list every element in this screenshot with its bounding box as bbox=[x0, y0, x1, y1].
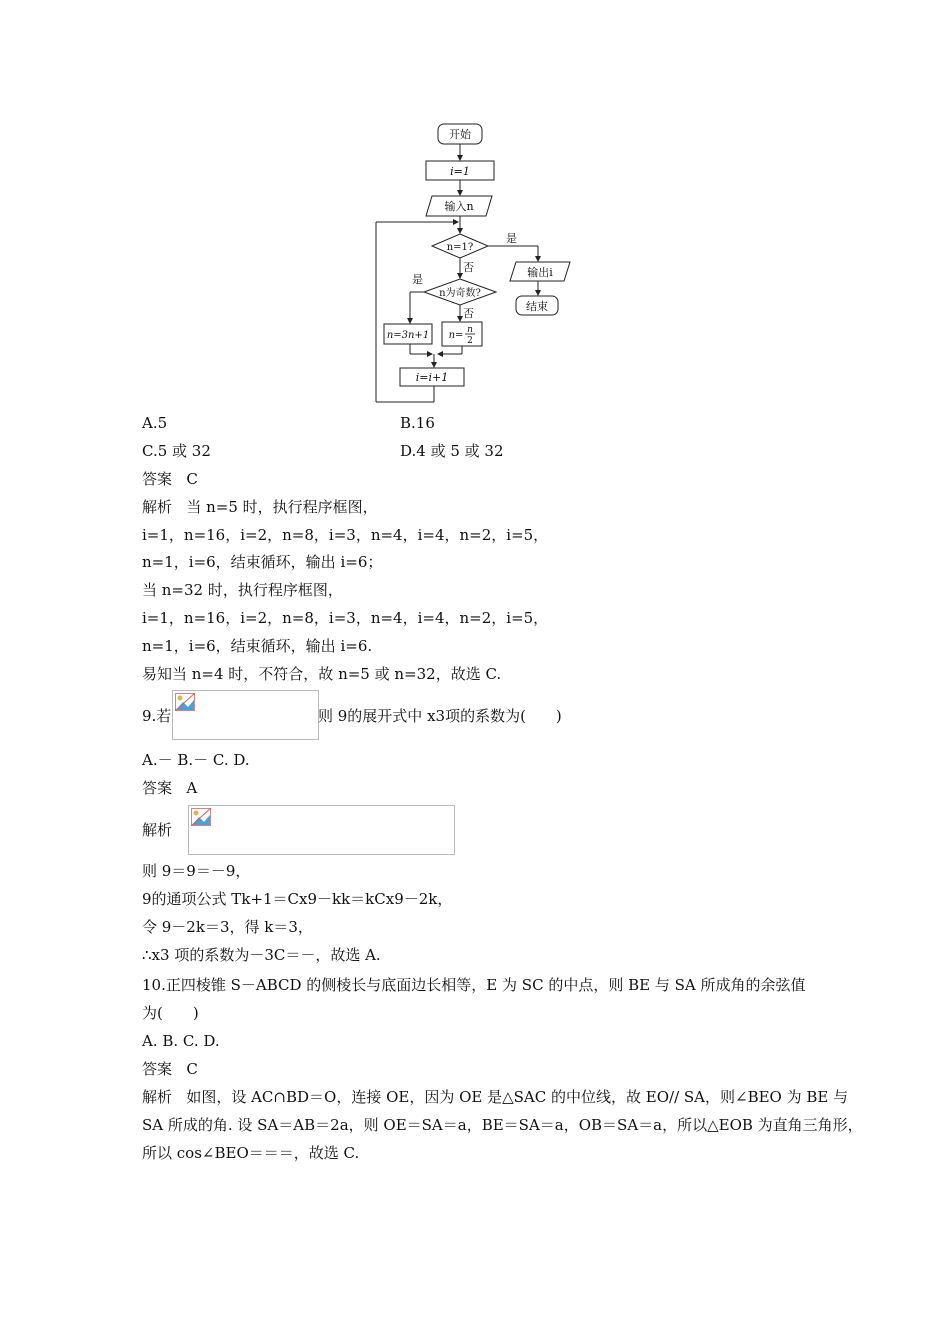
q9-explanation-line: ∴x3 项的系数为－3C＝－，故选 A. bbox=[142, 946, 381, 964]
q9-stem: 则 9的展开式中 x3项的系数为( ) bbox=[318, 707, 562, 725]
q8-explanation-line: 解析 当 n=5 时，执行程序框图， bbox=[142, 498, 378, 516]
explanation-label: 解析 bbox=[142, 498, 173, 516]
q10-answer bbox=[142, 1059, 198, 1079]
q9-answer bbox=[142, 778, 197, 798]
flow-yes2-label: 是 bbox=[412, 273, 423, 286]
q8-option-d: D.4 或 5 或 32 bbox=[400, 442, 504, 460]
flow-input-label: 输入n bbox=[444, 200, 474, 213]
q10-explanation-line: 所以 cos∠BEO＝＝＝，故选 C. bbox=[142, 1144, 360, 1162]
q8-option-b: B.16 bbox=[400, 414, 435, 432]
answer-value: A bbox=[186, 779, 198, 797]
q8-explanation-line: 当 n=32 时，执行程序框图， bbox=[142, 581, 343, 599]
flow-no2-label: 否 bbox=[463, 307, 474, 320]
q8-option-a: A.5 bbox=[142, 414, 168, 432]
flow-decision2-label: n为奇数? bbox=[439, 288, 481, 299]
q10-stem-line: 为( ) bbox=[142, 1004, 199, 1022]
flow-decision1-label: n=1? bbox=[446, 242, 474, 253]
q10-stem-line: 10.正四棱锥 S－ABCD 的侧棱长与底面边长相等，E 为 SC 的中点，则 BE 与 SA 所成角的余弦值 bbox=[142, 976, 806, 994]
q9-explanation-line: 令 9－2k＝3，得 k＝3， bbox=[142, 918, 313, 936]
broken-image-icon bbox=[175, 693, 195, 711]
q10-explanation-line: 解析 如图，设 AC∩BD＝O，连接 OE，因为 OE 是△SAC 的中位线，故 EO// SA，则∠BEO 为 BE 与 bbox=[142, 1088, 849, 1106]
flowchart bbox=[370, 118, 590, 408]
explanation-label: 解析 bbox=[142, 1088, 173, 1106]
flow-end-label: 结束 bbox=[526, 300, 548, 313]
flow-incr-label: i=i+1 bbox=[415, 371, 449, 384]
answer-value: C bbox=[186, 1060, 198, 1078]
q8-explanation-line: i=1，n=16，i=2，n=8，i=3，n=4，i=4，n=2，i=5， bbox=[142, 609, 549, 627]
answer-label: 答案 bbox=[142, 1060, 173, 1078]
broken-image-placeholder bbox=[172, 690, 319, 740]
q8-explanation-line: n=1，i=6，结束循环，输出 i=6. bbox=[142, 637, 373, 655]
flow-start-label: 开始 bbox=[449, 128, 471, 141]
q8-explanation-line: n=1，i=6，结束循环，输出 i=6； bbox=[142, 553, 383, 571]
q10-options: A. B. C. D. bbox=[142, 1032, 220, 1050]
answer-label: 答案 bbox=[142, 779, 173, 797]
q8-option-c: C.5 或 32 bbox=[142, 442, 211, 460]
answer-value: C bbox=[186, 470, 198, 488]
q8-answer bbox=[142, 469, 198, 489]
flow-yes1-label: 是 bbox=[506, 232, 517, 245]
flow-even-num: n bbox=[467, 325, 473, 335]
q8-explanation-line: 易知当 n=4 时，不符合，故 n=5 或 n=32，故选 C. bbox=[142, 665, 502, 683]
q9-options: A.－ B.－ C. D. bbox=[142, 751, 250, 769]
q9-explanation-line: 则 9＝9＝－9， bbox=[142, 862, 251, 880]
broken-image-placeholder bbox=[188, 805, 455, 855]
answer-label: 答案 bbox=[142, 470, 173, 488]
q9-explanation-label: 解析 bbox=[142, 821, 173, 839]
flow-even-den: 2 bbox=[467, 336, 473, 346]
flow-output-label: 输出i bbox=[527, 266, 553, 279]
q9-stem-prefix: 9.若 bbox=[142, 707, 172, 725]
q9-explanation-line: 9的通项公式 Tk+1＝Cx9－kk＝kCx9－2k， bbox=[142, 890, 453, 908]
q8-explanation-line: i=1，n=16，i=2，n=8，i=3，n=4，i=4，n=2，i=5， bbox=[142, 526, 549, 544]
flow-no1-label: 否 bbox=[463, 261, 474, 274]
flow-even-left-label: n= bbox=[448, 330, 464, 341]
flow-init-label: i=1 bbox=[450, 165, 470, 178]
flow-odd-label: n=3n+1 bbox=[386, 330, 430, 341]
q10-explanation-line: SA 所成的角. 设 SA＝AB＝2a，则 OE＝SA＝a，BE＝SA＝a，OB＝SA＝a，所以△EOB 为直角三角形， bbox=[142, 1116, 863, 1134]
broken-image-icon bbox=[191, 808, 211, 826]
